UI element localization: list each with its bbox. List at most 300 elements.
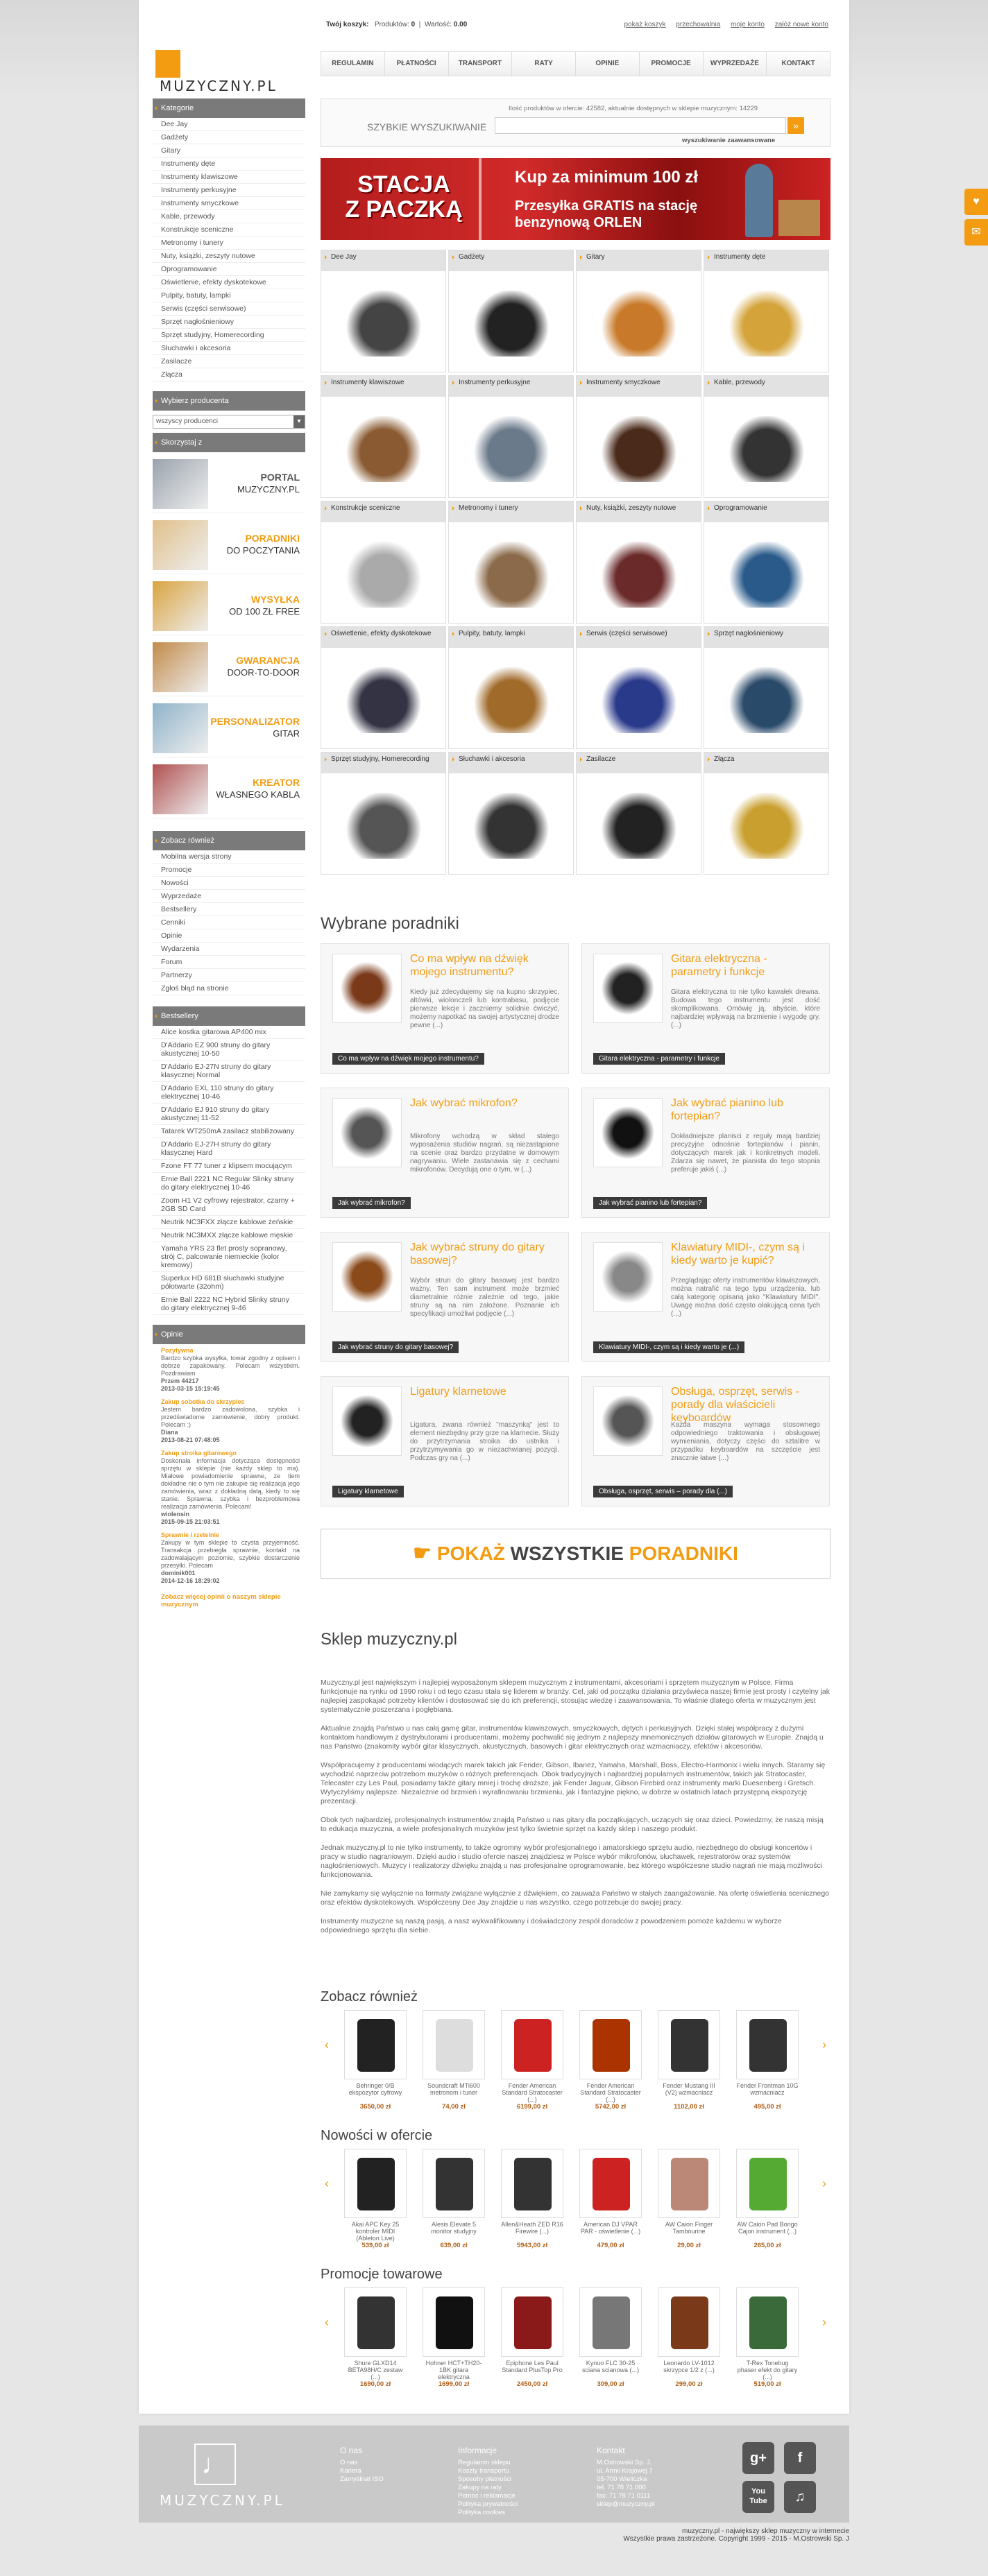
category-tile-label: Oświetlenie, efekty dyskotekowe [321,627,445,648]
category-tile[interactable] [576,501,701,624]
sidebar-category[interactable]: Nuty, książki, zeszyty nutowe [153,250,305,263]
category-tile-label: Złącza [704,753,828,773]
promo-link[interactable] [153,513,305,574]
category-tile[interactable] [704,501,829,624]
carousel-next-icon[interactable]: › [822,2315,826,2329]
side-tabs [964,189,988,250]
advanced-search-link[interactable]: wyszukiwanie zaawansowane [682,137,776,144]
footer [139,2425,849,2523]
product-name: T-Rex Tonebug phaser efekt do gitary (...) [737,2360,798,2380]
guide-card [321,943,569,1074]
shop-paragraph: Instrumenty muzyczne są naszą pasją, a nasz wykwalifikowany i doświadczony zespół doradców z powodzeniem pomoże każdemu w wyborze odpowiedniego sprzętu dla siebie. [321,1917,782,1934]
guide-text: Wybór strun do gitary basowej jest bardzo ważny. Ten sam instrument może brzmieć diametralnie różnie zależnie od tego, jakie struny są na nim założone. Poznanie ich specyfikacji umożliwi podjęcie (...) [410,1277,559,1318]
hand-pointer-icon: ☛ [413,1542,432,1565]
product-price: 309,00 zł [597,2380,624,2388]
guide-image [332,1098,402,1167]
promo-image [153,581,208,631]
category-tile[interactable] [448,626,574,749]
product-card[interactable] [736,2149,799,2249]
category-tile-label: Sprzęt nagłośnieniowy [704,627,828,648]
see-also-link[interactable]: Cenniki [153,916,305,929]
category-tile-label: Instrumenty perkusyjne [449,376,573,397]
guide-title[interactable]: Ligatury klarnetowe [410,1386,506,1398]
product-image [423,2287,485,2357]
nav-platnosci[interactable]: PŁATNOŚCI [385,52,449,76]
product-card[interactable] [579,2287,642,2388]
shop-paragraph: Współpracujemy z producentami wiodących marek takich jak Fender, Gibson, Ibanez, Yamaha, Marshall, Boss, Electro-Harmonix i wielu innych. Staramy się wychodzić naprzeciw potrzebom muzyków o różnych preferencjach. Obok tradycyjnych i najbardziej popularnych instrumentów, takich jak Stratocaster, Telecaster czy Les Paul, posiadamy także gitary mniej i trochę droższe, jak Fender Jaguar, Gibson Firebird oraz instrumenty marki Duesenberg i Gretsch. Wytyczyliśmy najlepsze. Niezależnie od brzmień i wyrafinowaniu brzmieniu, jak i fantazyjne piękno, w dobrze w ostatnich latach przystępną ekspozycję prezentacji. [321,1761,826,1805]
product-image [579,2149,642,2218]
search-box [321,98,831,147]
guide-image [332,1242,402,1312]
see-also-link[interactable]: Partnerzy [153,969,305,982]
footer-link[interactable]: Zamyślnat ISO [340,2475,384,2483]
product-price: 1102,00 zł [674,2103,704,2111]
product-name: Epiphone Les Paul Standard PlusTop Pro [502,2360,563,2373]
category-tile[interactable] [704,752,829,875]
see-also-link[interactable]: Mobilna wersja strony [153,850,305,864]
product-card[interactable] [658,2010,720,2111]
product-image [658,2149,720,2218]
guide-read-button[interactable]: Obsługa, osprzęt, serwis – porady dla (...) [593,1486,733,1497]
product-name: Kynuo FLC 30-25 sciana scianowa (...) [581,2360,640,2373]
sidebar-category[interactable]: Złącza [153,368,305,381]
register-link[interactable]: załóż nowe konto [774,21,828,28]
bestsellers-heading: Bestsellery [153,1006,305,1026]
opinion-date: 2013-08-21 07:48:05 [161,1436,220,1443]
guide-read-button[interactable]: Co ma wpływ na dźwięk mojego instrumentu? [332,1053,484,1065]
promo-image [153,764,208,814]
product-price: 539,00 zł [361,2242,389,2249]
footer-link: M.Ostrowski Sp. J. [597,2459,652,2466]
see-also-link[interactable]: Zgłoś błąd na stronie [153,982,305,995]
carousel-next-icon[interactable]: › [822,2176,826,2190]
category-tile-image [718,416,815,482]
product-card[interactable] [423,2149,485,2249]
product-card[interactable] [579,2010,642,2111]
category-tile[interactable] [448,501,574,624]
guide-card [581,1376,830,1506]
category-tile[interactable] [448,375,574,498]
banner-courier-image [745,164,773,237]
sidebar-category[interactable]: Instrumenty perkusyjne [153,184,305,197]
guide-image [593,1242,663,1312]
product-card[interactable] [658,2287,720,2388]
category-tile-image [590,416,688,482]
cart-summary: Twój koszyk: Produktów: 0 | Wartość: 0.00 [326,21,468,28]
product-image [579,2010,642,2079]
carousel-prev-icon[interactable]: ‹ [325,2176,329,2190]
guide-title[interactable]: Klawiatury MIDI-, czym są i kiedy warto je kupić? [671,1242,805,1266]
footer-link[interactable]: Pomoc i reklamacje [458,2492,516,2500]
product-card[interactable] [423,2010,485,2111]
product-name: Shure GLXD14 BETA98H/C zestaw (...) [348,2360,403,2380]
sidebar-category[interactable]: Gitary [153,144,305,157]
guide-read-button[interactable]: Klawiatury MIDI-, czym są i kiedy warto je (...) [593,1341,744,1353]
promo-title: KREATOR [253,777,300,788]
footer-link[interactable]: Regulamin sklepu [458,2459,511,2466]
footer-link[interactable]: Polityka cookies [458,2509,506,2516]
sidebar-category[interactable]: Kable, przewody [153,210,305,223]
guide-image [332,1386,402,1456]
sidebar-category[interactable]: Dee Jay [153,118,305,131]
product-price: 74,00 zł [442,2103,466,2111]
category-tile-label: Pulpity, batuty, lampki [449,627,573,648]
category-tile-image [335,793,432,859]
promo-subtitle: WŁASNEGO KABLA [216,789,300,800]
product-image [579,2287,642,2357]
promo-link[interactable] [153,452,305,513]
guide-read-button[interactable]: Jak wybrać mikrofon? [332,1197,411,1209]
sidebar-category[interactable]: Serwis (części serwisowe) [153,302,305,316]
product-name: AW Caion Finger Tambourine [665,2221,713,2235]
sidebar-category[interactable]: Konstrukcje sceniczne [153,223,305,237]
category-tile-label: Słuchawki i akcesoria [449,753,573,773]
banner-min-order: Kup za minimum 100 zł [515,168,699,187]
nav-kontakt[interactable]: KONTAKT [781,60,815,67]
category-tile-label: Kable, przewody [704,376,828,397]
product-name: Fender American Standard Stratocaster (...) [502,2082,563,2103]
see-also-link[interactable]: Promocje [153,864,305,877]
contact-tab[interactable]: ✉ [964,219,988,246]
product-image [344,2149,407,2218]
guide-text: Kiedy już zdecydujemy się na kupno skrzypiec, altówki, wiolonczeli lub kontrabasu, podjęcie pierwsze lekcje i zaczniemy solidnie ćwiczyć, możemy napotkać na swojej artystycznej drodze pewne (...) [410,988,559,1029]
nav-regulamin[interactable]: REGULAMIN [321,52,385,76]
product-card[interactable] [501,2287,563,2388]
opinion [161,1347,300,1393]
guide-card [581,1232,830,1362]
promo-carousel [321,2287,831,2392]
product-name: Allen&Heath ZED R16 Firewire (...) [501,2221,563,2235]
see-also-link[interactable]: Forum [153,956,305,969]
guide-text: Dokładniejsze planisci z reguły mają bardziej precyzyjne odnośnie fortepianów i pianin, dotyczących marek jak i konkretnych modeli. Zdarza się nawet, że pianista do tego stopnia preferuje jakiś (...) [671,1133,820,1174]
guide-title[interactable]: Jak wybrać mikrofon? [410,1097,518,1109]
new-carousel-title: Nowości w ofercie [321,2128,433,2143]
category-tile-image [590,291,688,357]
my-account-link[interactable]: moje konto [731,21,765,28]
product-price: 639,00 zł [440,2242,468,2249]
banner-title-line2: Z PACZKĄ [345,196,463,223]
footer-link[interactable]: Zakupy na raty [458,2484,502,2491]
bestseller-link[interactable]: Tatarek WT250mA zasilacz stabilizowany [153,1125,305,1138]
guide-title[interactable]: Obsługa, osprzęt, serwis - porady dla właścicieli keyboardów [671,1386,799,1424]
opinions-list [153,1344,305,1585]
bestseller-link[interactable]: D'Addario EZ 900 struny do gitary akustycznej 10-50 [153,1039,305,1061]
guide-text: Przeglądając oferty instrumentów klawiszowych, można natrafić na tego typu urządzenia, lub całą kategorię opisaną jako "Klawiatury MIDI". Uwagę można dość często ołakującą cena tych (...) [671,1277,820,1318]
sidebar-category[interactable]: Sprzęt nagłośnieniowy [153,316,305,329]
guide-title[interactable]: Jak wybrać struny do gitary basowej? [410,1242,545,1266]
promo-image [153,703,208,753]
shop-title: Sklep muzyczny.pl [321,1630,457,1649]
product-price: 1690,00 zł [359,2380,391,2388]
shop-paragraph: Nie zamykamy się wyłącznie na formaty związane wyłącznie z dźwiękiem, co zauważa Państwo w stałych zaangażowanie. Na ofertę oświetlenia scenicznego oraz efektów dyskotekowych. Współczesny Dee Jay znajdzie u nas wszystko, czego potrzebuje do swojej pracy. [321,1889,829,1907]
bestseller-link[interactable]: Fzone FT 77 tuner z klipsem mocującym [153,1160,305,1173]
guide-text: Mikrofony wchodzą w skład stałego wyposażenia studiów nagrań, są niezastąpione na scenie oraz bardzo przydatne w domowym nagrywaniu. Wiele zastanawia się z cechami mikrofonów. Decydują one o tym, w (...) [410,1133,559,1174]
bestseller-link[interactable]: D'Addario EJ-27H struny do gitary klasycznej Hard [153,1138,305,1160]
category-tile-image [590,667,688,733]
footer-link[interactable]: Kariera [340,2467,361,2475]
category-tile-image [335,542,432,608]
product-image [501,2287,563,2357]
guide-read-button[interactable]: Jak wybrać struny do gitary basowej? [332,1341,459,1353]
guide-title[interactable]: Co ma wpływ na dźwięk mojego instrumentu? [410,953,529,978]
promo-link[interactable] [153,635,305,696]
category-tile-image [718,542,815,608]
nav-opinie[interactable]: OPINIE [576,52,640,76]
category-tile-label: Gadżety [449,250,573,271]
opinion-author: wiolensin [161,1511,190,1518]
product-price: 299,00 zł [675,2380,703,2388]
product-card[interactable] [736,2010,799,2111]
google-plus-icon[interactable]: g+ [742,2442,774,2474]
product-card[interactable] [344,2010,407,2111]
promo-title: WYSYŁKA [251,594,300,605]
carousel-prev-icon[interactable]: ‹ [325,2038,329,2052]
guide-text: Gitara elektryczna to nie tylko kawałek drewna. Budowa tego instrumentu jest dość skomplikowana. Omówię ją, abyście, które najbardziej wpływają na brzmienie i wygodę gry. (...) [671,988,820,1029]
promo-subtitle: GITAR [273,728,300,739]
category-tile[interactable] [321,752,446,875]
product-card[interactable] [344,2287,407,2388]
sidebar-category[interactable]: Instrumenty klawiszowe [153,171,305,184]
footer-col-about: O nas O nas Kariera Zamyślnat ISO [340,2446,384,2483]
category-tile[interactable] [448,250,574,372]
product-price: 6199,00 zł [516,2103,548,2111]
nav-raty[interactable]: RATY [512,52,576,76]
carousel-next-icon[interactable]: › [822,2038,826,2052]
guide-title[interactable]: Jak wybrać pianino lub fortepian? [671,1097,783,1122]
see-also-carousel-title: Zobacz również [321,1989,418,2004]
sidebar-category[interactable]: Gadżety [153,131,305,144]
more-opinions-link[interactable]: Zobacz więcej opinii o naszym sklepie muzycznym [161,1593,281,1608]
product-name: Behringer 0/B ekspozytor cyfrowy [348,2082,402,2096]
promo-link[interactable] [153,574,305,635]
opinion-author: dominik001 [161,1570,196,1577]
new-carousel [321,2149,831,2253]
footer-link[interactable]: Koszty transportu [458,2467,509,2475]
use-heading: Skorzystaj z [153,433,305,452]
bestseller-link[interactable]: D'Addario EJ-27N struny do gitary klasycznej Normal [153,1061,305,1082]
product-card[interactable] [736,2287,799,2388]
bestseller-link[interactable]: Neutrik NC3MXX złącze kablowe męskie [153,1229,305,1242]
bestseller-link[interactable]: Neutrik NC3FXX złącze kablowe żeńskie [153,1216,305,1229]
promo-title: PERSONALIZATOR [210,716,300,727]
footer-link[interactable]: Sposoby płatności [458,2475,512,2483]
promo-banner[interactable] [321,158,831,240]
product-image [736,2287,799,2357]
sidebar-category[interactable]: Oświetlenie, efekty dyskotekowe [153,276,305,289]
category-tile[interactable] [448,752,574,875]
shop-paragraph: Aktualnie znajdą Państwo u nas całą gamę gitar, instrumentów klawiszowych, smyczkowych, dętych i perkusyjnych. Dzięki stałej współpracy z dużymi kontaktom handlowym z dystrybutorami i producentami, możemy pochwalić się jednym z najlepszy mnemonicznych działów gitarowych w Europie. Znajdą u nas Państwo (znakomity wybór gitar klasycznych, akustycznych, basowych i gitar elektrycznych oraz wzmacniaczy, efektów i akcesoriów. [321,1724,824,1751]
promo-carousel-title: Promocje towarowe [321,2267,443,2282]
opinion-title[interactable]: Zakup sobotka do skrzypiec [161,1398,245,1405]
guide-read-button[interactable]: Jak wybrać pianino lub fortepian? [593,1197,707,1209]
opinion [161,1450,300,1526]
logo-note-icon [155,50,180,78]
guide-read-button[interactable]: Gitara elektryczna - parametry i funkcje [593,1053,725,1065]
facebook-icon[interactable]: f [784,2442,816,2474]
footer-col-contact: Kontakt M.Ostrowski Sp. J. ul. Armii Krajowej 7 05-700 Wieliczka tel. 71 78 71 000 fax: 71 78 71 0111 sklep@muzyczny.pl [597,2446,655,2508]
opinion-title[interactable]: Zakup stroika gitarowego [161,1450,237,1457]
see-also-link[interactable]: Opinie [153,929,305,943]
opinion-title[interactable]: Sprawnie i rzetelnie [161,1531,220,1538]
category-tile[interactable] [321,501,446,624]
bestseller-link[interactable]: Yamaha YRS 23 flet prosty sopranowy, strój C, palcowanie niemieckie (kolor kremowy) [153,1242,305,1272]
bestseller-link[interactable]: Zoom H1 V2 cyfrowy rejestrator, czarny + 2GB SD Card [153,1194,305,1216]
sidebar-category[interactable]: Zasilacze [153,355,305,368]
carousel-prev-icon[interactable]: ‹ [325,2315,329,2329]
category-tile[interactable] [321,250,446,372]
category-tile[interactable] [576,375,701,498]
category-tile-image [718,291,815,357]
see-also-link[interactable]: Bestsellery [153,903,305,916]
shop-description [321,1678,831,1945]
category-tile[interactable] [576,752,701,875]
guide-read-button[interactable]: Ligatury klarnetowe [332,1486,404,1497]
chevron-down-icon: ▾ [293,415,305,428]
bestseller-link[interactable]: Superlux HD 681B słuchawki studyjne półotwarte (32ohm) [153,1272,305,1294]
product-card[interactable] [423,2287,485,2388]
opinion [161,1398,300,1444]
guide-title[interactable]: Gitara elektryczna - parametry i funkcje [671,953,767,978]
category-tile[interactable] [704,375,829,498]
see-also-link[interactable]: Wyprzedaże [153,890,305,903]
category-tile[interactable] [704,250,829,372]
youtube-icon[interactable]: You Tube [742,2481,774,2513]
nav-wyprzedaze[interactable]: WYPRZEDAŻE [704,52,767,76]
wishlist-link[interactable]: przechowalnia [676,21,721,28]
product-image [501,2149,563,2218]
guide-text: Ligatura, zwana również "maszynką" jest to element niezbędny przy grze na klarnecie. Służy do przytrzymania stroika do ustnika i przytrzymywania go w niezachwianej pozycji. Podczas gry na (...) [410,1421,559,1462]
category-tile-label: Nuty, książki, zeszyty nutowe [577,501,701,522]
footer-link: 05-700 Wieliczka [597,2475,647,2483]
product-image [658,2287,720,2357]
music-icon[interactable]: ♫ [784,2481,816,2513]
copyright: muzyczny.pl - największy sklep muzyczny w internecie Wszystkie prawa zastrzeżone. Copyright 1999 - 2015 - M.Ostrowski Sp. J [623,2527,849,2543]
product-image [344,2010,407,2079]
guide-card [581,943,830,1074]
category-tile[interactable] [321,375,446,498]
sidebar-category[interactable]: Sprzęt studyjny, Homerecording [153,329,305,342]
product-card[interactable] [579,2149,642,2249]
guides-grid [321,943,831,1519]
category-tile[interactable] [576,626,701,749]
product-name: Akai APC Key 25 kontroler MIDI (Ableton Live) [351,2221,400,2242]
category-tile[interactable] [576,250,701,372]
category-tile-label: Konstrukcje sceniczne [321,501,445,522]
sidebar-category[interactable]: Instrumenty smyczkowe [153,197,305,210]
promo-link[interactable] [153,757,305,818]
categories-list [153,118,305,381]
sidebar-category[interactable]: Słuchawki i akcesoria [153,342,305,355]
bestseller-link[interactable]: D'Addario EJ 910 struny do gitary akustycznej 11-52 [153,1104,305,1125]
opinion-text: Zakupy w tym sklepie to czysta przyjemność. Transakcja przebiegła sprawnie, kontakt na zadowalającym poziomie, szybkie dostarczenie przesyłki. Polecam [161,1539,300,1569]
product-name: Hohner HCT+TH20-1BK gitara elektryczna [425,2360,482,2380]
footer-col-info: Informacje Regulamin sklepu Koszty transportu Sposoby płatności Zakupy na raty Pomoc i reklamacje Polityka prywatności Polityka cookies [458,2446,518,2516]
producer-heading: Wybierz producenta [153,391,305,411]
product-card[interactable] [344,2149,407,2249]
category-tile-label: Instrumenty klawiszowe [321,376,445,397]
product-name: Fender Mustang III (V2) wzmacniacz [663,2082,715,2096]
category-tile[interactable] [321,626,446,749]
promo-subtitle: MUZYCZNY.PL [237,484,300,495]
bestseller-link[interactable]: Ernie Ball 2222 NC Hybrid Slinky struny do gitary elektrycznej 9-46 [153,1294,305,1315]
sidebar-category[interactable]: Pulpity, batuty, lampki [153,289,305,302]
sidebar-category[interactable]: Oprogramowanie [153,263,305,276]
product-price: 29,00 zł [677,2242,701,2249]
product-card[interactable] [501,2010,563,2111]
shop-paragraph: Jednak muzyczny.pl to nie tylko instrumenty, to także ogromny wybór profesjonalnego i amatorskiego sprzętu audio, niezbędnego do obsługi koncertów i pracy w studio nagraniowym. Dzięki audio i studio ofercie naszej znajdziesz w Polsce wybór mikrofonów, słuchawek, rejestratorów oraz systemów nagłośnieniowych. Muzycy i realizatorzy dźwięku znajdą u nas profesjonalne oprogramowanie, bez którego współczesne studio nagrań nie mają możliwości funkcjonowania. [321,1844,823,1879]
category-tile-image [590,542,688,608]
promo-title: GWARANCJA [236,655,300,666]
sidebar-category[interactable]: Metronomy i tunery [153,237,305,250]
search-button[interactable]: » [787,117,804,134]
product-image [658,2010,720,2079]
footer-link[interactable]: O nas [340,2459,358,2466]
banner-orlen: benzynową ORLEN [515,215,642,230]
product-image [736,2149,799,2218]
product-image [501,2010,563,2079]
category-tile-image [335,667,432,733]
promo-image [153,459,208,509]
category-tile[interactable] [704,626,829,749]
category-tile-label: Dee Jay [321,250,445,271]
banner-parcel-image [778,200,820,236]
product-name: AW Caion Pad Bongo Cajon instrument (...) [737,2221,798,2235]
category-tile-label: Gitary [577,250,701,271]
product-card[interactable] [658,2149,720,2249]
bestseller-link[interactable]: D'Addario EXL 110 struny do gitary elektrycznej 10-46 [153,1082,305,1104]
account-links [615,21,828,28]
guide-card [321,1088,569,1218]
favorites-tab[interactable]: ♥ [964,189,988,215]
search-input[interactable] [495,117,786,134]
category-tile-label: Oprogramowanie [704,501,828,522]
footer-link: fax: 71 78 71 0111 [597,2492,651,2500]
bestsellers-list [153,1026,305,1315]
category-tile-image [463,667,560,733]
sidebar [153,98,305,1608]
product-card[interactable] [501,2149,563,2249]
bestseller-link[interactable]: Alice kostka gitarowa AP400 mix [153,1026,305,1039]
footer-link[interactable]: Polityka prywatności [458,2500,518,2508]
category-tile-image [590,793,688,859]
banner-title-line1: STACJA [357,171,450,198]
product-count-info: Ilość produktów w ofercie: 42582, aktualnie dostępnych w sklepie muzycznym: 14229 [509,105,758,112]
bestseller-link[interactable]: Ernie Ball 2221 NC Regular Slinky struny do gitary elektrycznej 10-46 [153,1173,305,1194]
promo-link[interactable] [153,696,305,757]
category-tile-label: Sprzęt studyjny, Homerecording [321,753,445,773]
category-tile-label: Instrumenty smyczkowe [577,376,701,397]
opinion-date: 2014-12-16 18:29:02 [161,1577,220,1584]
product-price: 3650,00 zł [359,2103,391,2111]
product-price: 2450,00 zł [516,2380,548,2388]
promo-title: PORADNIKI [245,533,300,544]
opinion [161,1531,300,1585]
show-cart-link[interactable]: pokaż koszyk [624,21,666,28]
product-price: 265,00 zł [753,2242,781,2249]
opinion-title[interactable]: Pozytywna [161,1347,194,1354]
show-all-guides-button[interactable]: ☛ POKAŻ WSZYSTKIE PORADNIKI [321,1529,831,1579]
nav-transport[interactable]: TRANSPORT [449,52,513,76]
see-also-link[interactable]: Wydarzenia [153,943,305,956]
opinions-heading: Opinie [153,1325,305,1344]
producer-select[interactable]: wszyscy producenci ▾ [153,415,305,429]
product-image [344,2287,407,2357]
see-also-link[interactable]: Nowości [153,877,305,890]
logo[interactable]: MUZYCZNY.PL [155,50,287,78]
sidebar-category[interactable]: Instrumenty dęte [153,157,305,171]
product-price: 5943,00 zł [516,2242,548,2249]
nav-promocje[interactable]: PROMOCJE [640,52,704,76]
